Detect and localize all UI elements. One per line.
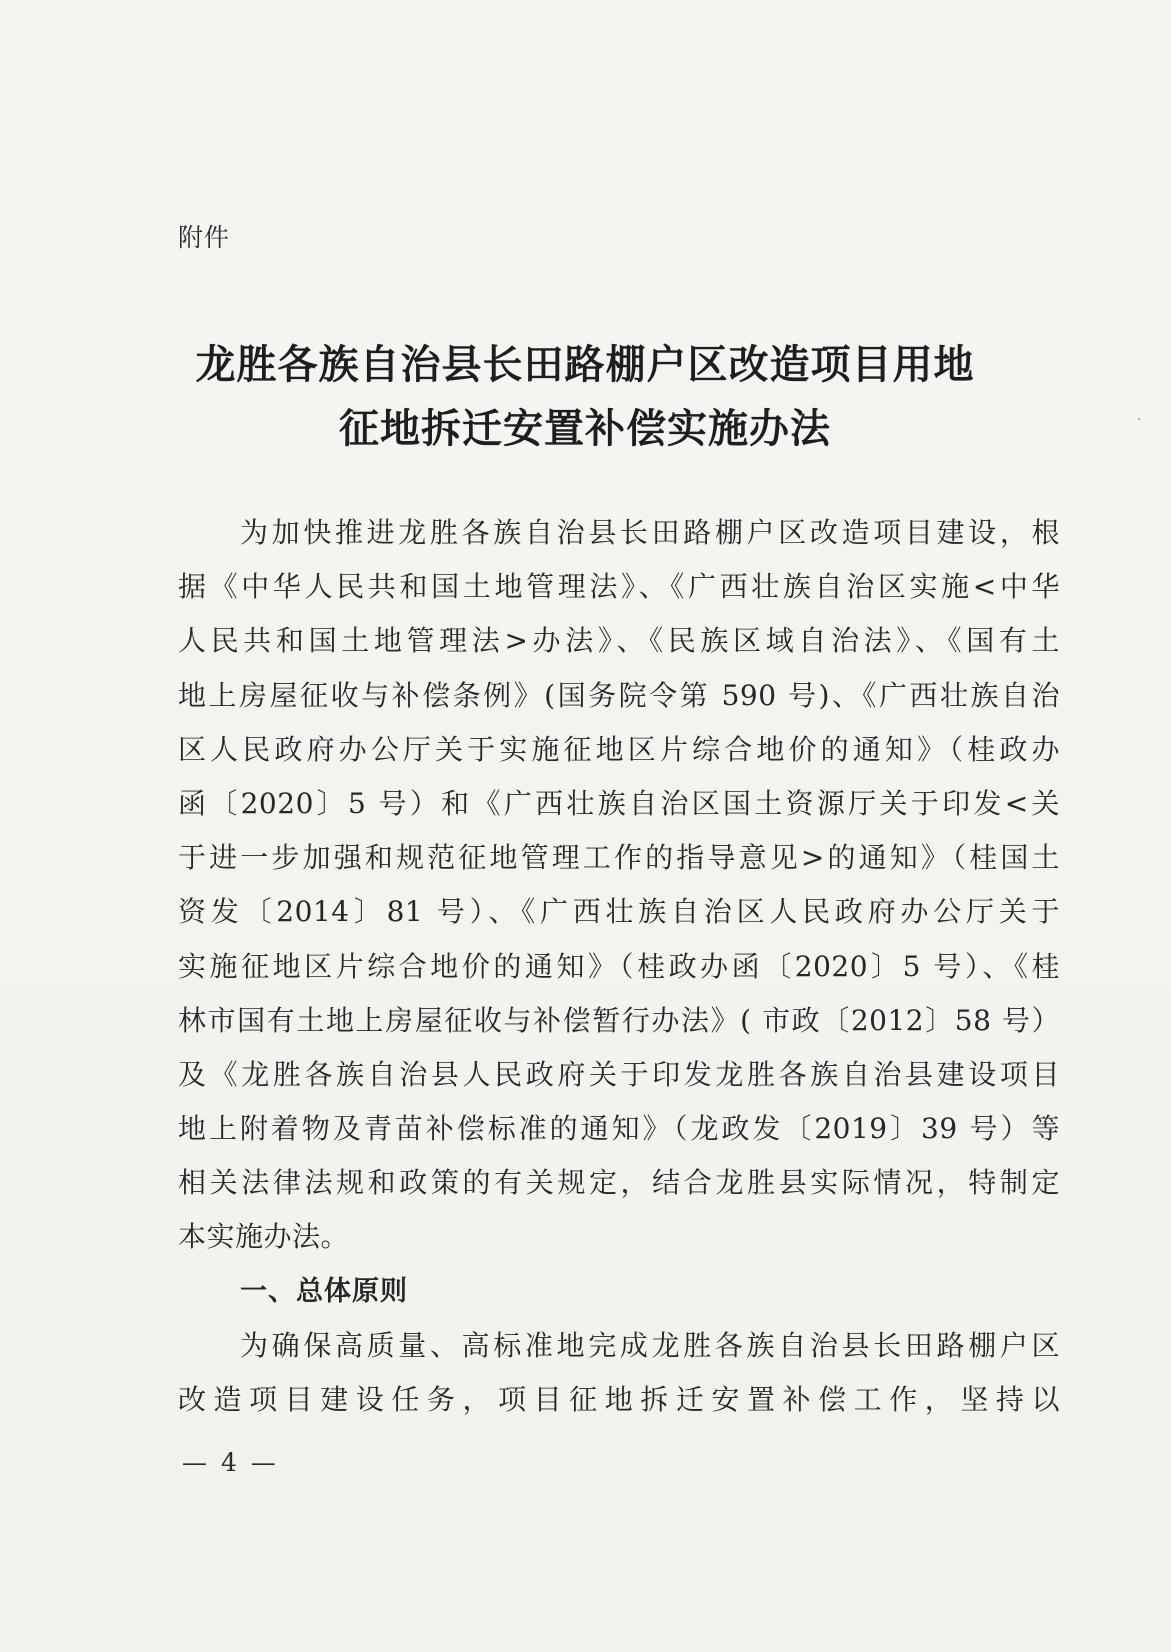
body-line: 及《龙胜各族自治县人民政府关于印发龙胜各族自治县建设项目 <box>178 1057 1060 1091</box>
body-line: 本实施办法。 <box>178 1220 350 1254</box>
body-line: 区人民政府办公厅关于实施征地区片综合地价的通知》（桂政办 <box>178 732 1060 766</box>
body-line: 资发〔2014〕81 号）、《广西壮族自治区人民政府办公厅关于 <box>178 895 1060 929</box>
body-line: 地上附着物及青苗补偿标准的通知》（龙政发〔2019〕39 号）等 <box>178 1112 1060 1146</box>
body-line: 相关法律法规和政策的有关规定，结合龙胜县实际情况，特制定 <box>178 1166 1060 1200</box>
body-line: 人民共和国土地管理法>办法》、《民族区域自治法》、《国有土 <box>178 624 1060 658</box>
body-line: 地上房屋征收与补偿条例》(国务院令第 590 号)、《广西壮族自治 <box>178 678 1060 712</box>
document-body <box>178 506 1060 1427</box>
body-line: 为加快推进龙胜各族自治县长田路棚户区改造项目建设，根 <box>240 516 1060 549</box>
attachment-label: 附件 <box>178 223 231 252</box>
body-line: 函〔2020〕5 号）和《广西壮族自治区国土资源厅关于印发<关 <box>178 786 1060 820</box>
section-line: 为确保高质量、高标准地完成龙胜各族自治县长田路棚户区 <box>240 1328 1060 1362</box>
section-heading: 一、总体原则 <box>240 1275 408 1307</box>
body-line: 林市国有土地上房屋征收与补偿暂行办法》( 市政〔2012〕58 号） <box>178 1003 1060 1037</box>
body-line: 实施征地区片综合地价的通知》（桂政办函〔2020〕5 号）、《桂 <box>178 949 1060 983</box>
body-line: 据《中华人民共和国土地管理法》、《广西壮族自治区实施<中华 <box>178 570 1060 604</box>
scan-speck <box>1138 418 1140 420</box>
body-line: 于进一步加强和规范征地管理工作的指导意见>的通知》（桂国土 <box>178 841 1060 875</box>
page-number: — 4 — <box>182 1448 279 1477</box>
section-line: 改造项目建设任务，项目征地拆迁安置补偿工作，坚持以 <box>178 1383 1060 1416</box>
document-title-line-2: 征地拆迁安置补偿实施办法 <box>339 406 831 452</box>
document-title-line-1: 龙胜各族自治县长田路棚户区改造项目用地 <box>195 342 975 388</box>
